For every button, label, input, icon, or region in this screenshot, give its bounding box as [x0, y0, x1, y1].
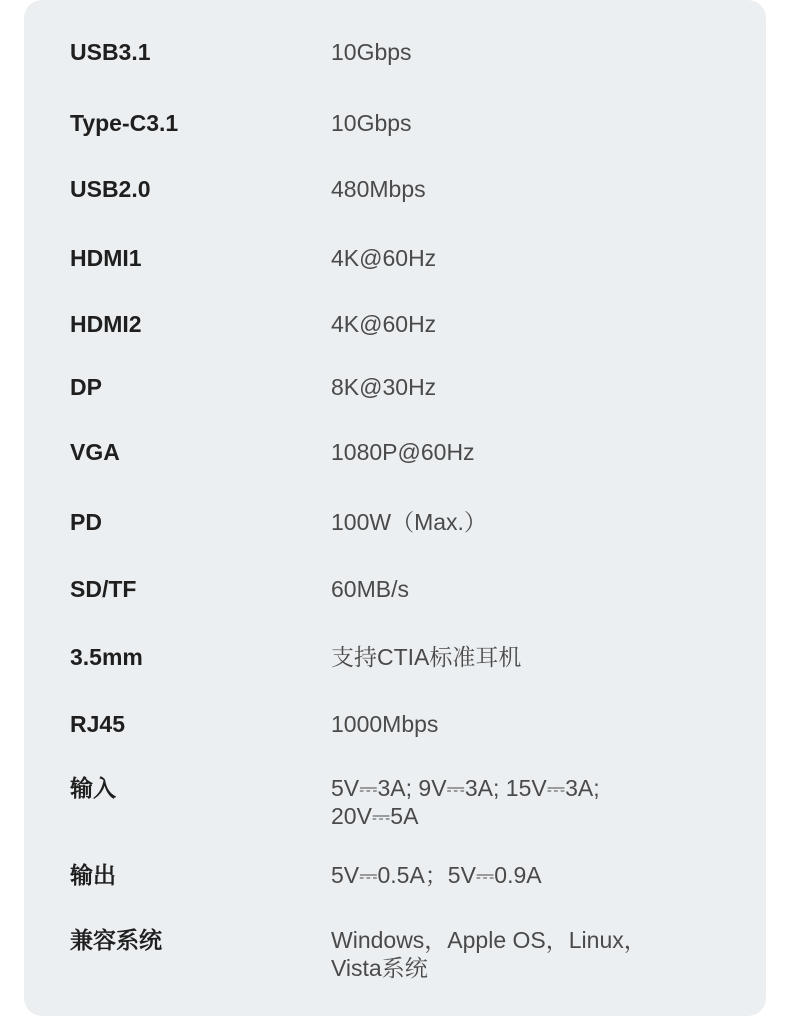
spec-value: 100W（Max.）: [331, 509, 487, 535]
spec-value: 10Gbps: [331, 110, 412, 136]
spec-label: USB3.1: [70, 39, 151, 65]
spec-label: 兼容系统: [70, 927, 162, 953]
spec-label: PD: [70, 509, 102, 535]
spec-label: SD/TF: [70, 576, 137, 602]
spec-value: 4K@60Hz: [331, 311, 437, 337]
spec-label: 输出: [70, 862, 116, 888]
spec-label: 输入: [70, 775, 116, 801]
spec-label: Type-C3.1: [70, 110, 179, 136]
spec-value: 10Gbps: [331, 39, 412, 65]
spec-value: 5V⎓0.5A；5V⎓0.9A: [331, 862, 542, 888]
spec-table-card: [24, 0, 766, 1016]
spec-label: HDMI1: [70, 245, 142, 271]
spec-value: 5V⎓3A; 9V⎓3A; 15V⎓3A; 20V⎓5A: [331, 775, 600, 829]
spec-value: 8K@30Hz: [331, 374, 437, 400]
spec-value: 支持CTIA标准耳机: [331, 644, 522, 670]
spec-value: 4K@60Hz: [331, 245, 437, 271]
spec-label: RJ45: [70, 711, 125, 737]
spec-value: Windows，Apple OS，Linux， Vista系统: [331, 927, 647, 981]
spec-value: 1080P@60Hz: [331, 439, 475, 465]
spec-value: 1000Mbps: [331, 711, 439, 737]
spec-label: VGA: [70, 439, 120, 465]
spec-value: 480Mbps: [331, 176, 426, 202]
spec-label: HDMI2: [70, 311, 142, 337]
spec-label: DP: [70, 374, 102, 400]
spec-label: 3.5mm: [70, 644, 143, 670]
spec-label: USB2.0: [70, 176, 151, 202]
spec-value: 60MB/s: [331, 576, 409, 602]
